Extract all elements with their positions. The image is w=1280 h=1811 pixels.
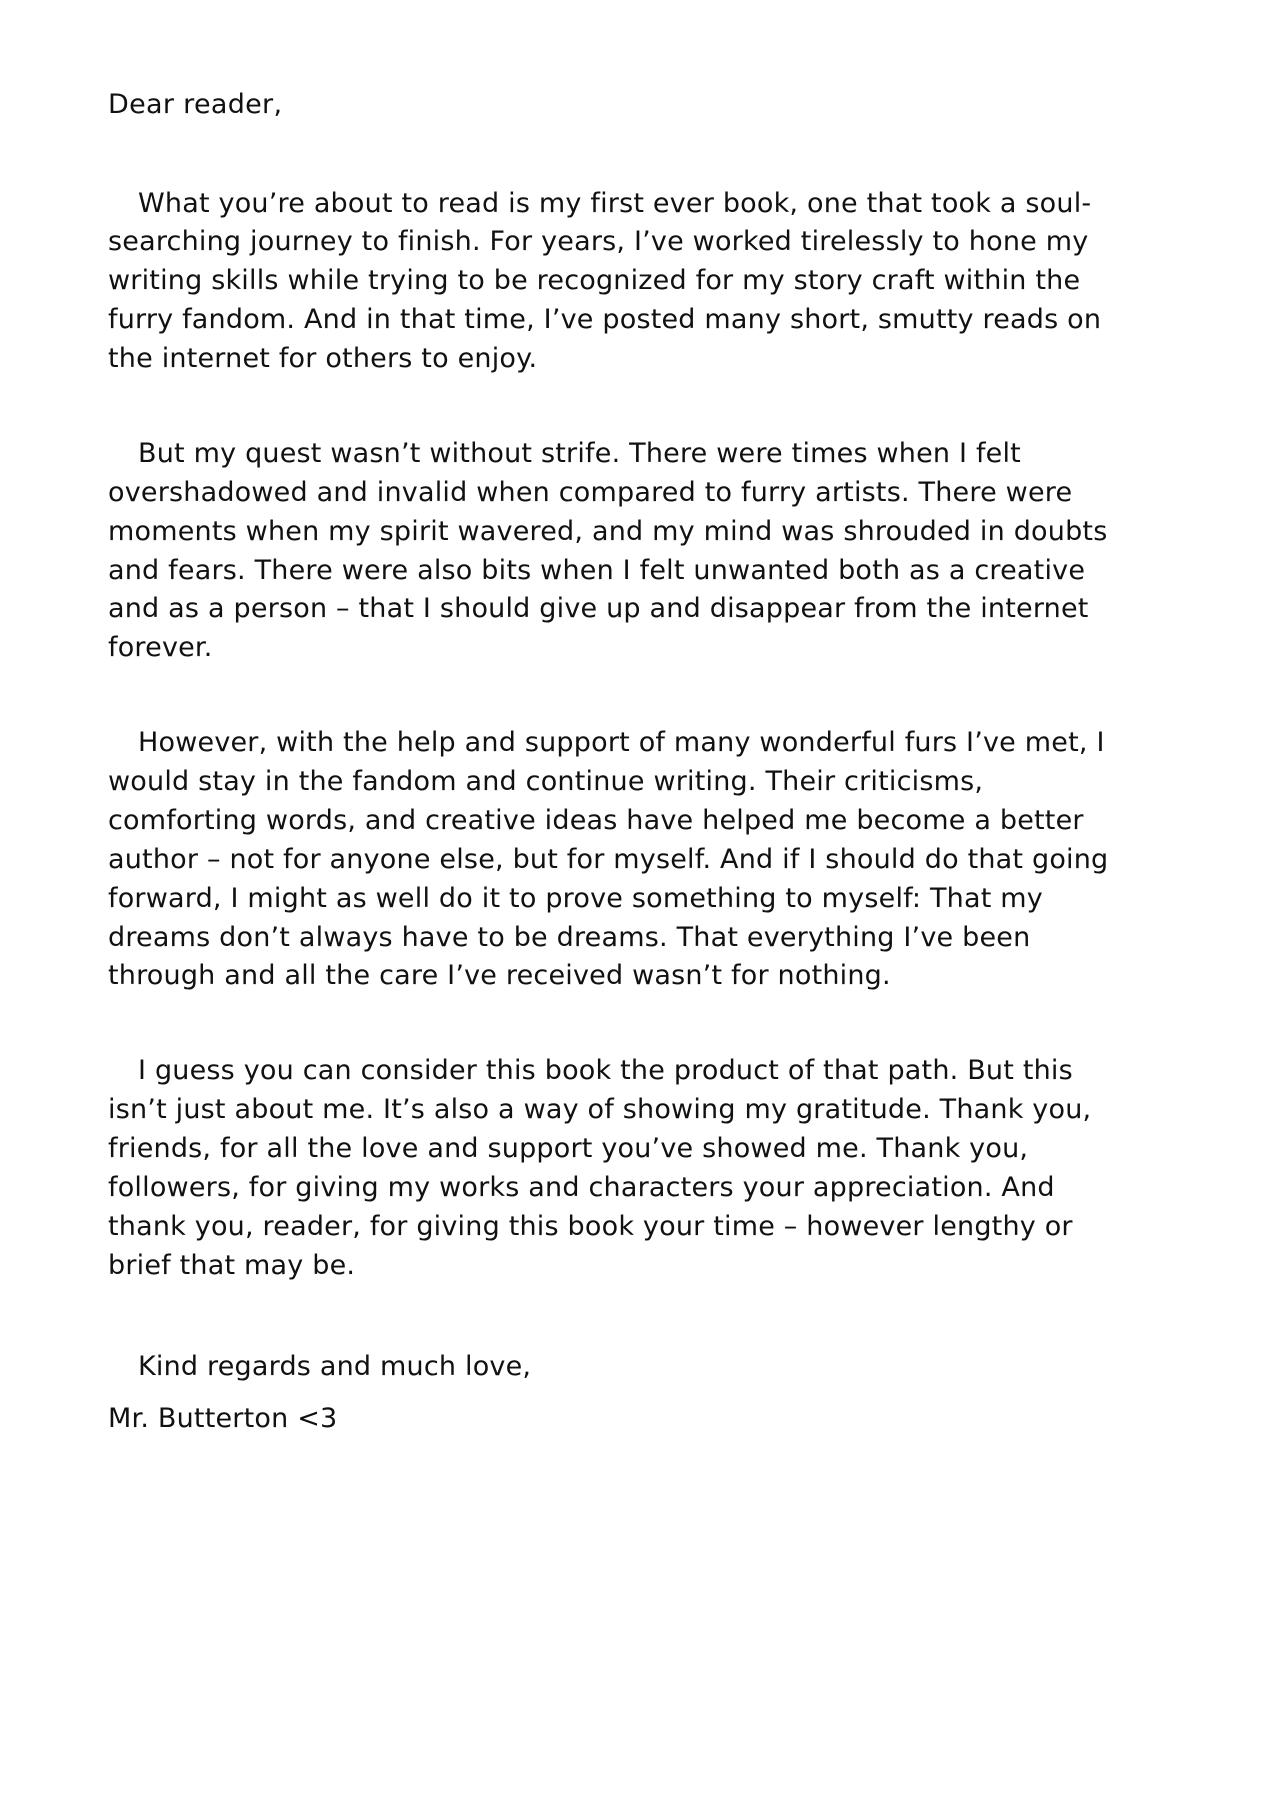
letter-signature: Mr. Butterton <3	[108, 1403, 338, 1435]
letter-body	[108, 88, 1120, 1439]
letter-paragraph-4: I guess you can consider this book the product of that path. But this isn’t just about me. It’s also a way of showing my gratitude. Thank you, friends, for all the love and support you’ve showed me. Thank you, followers, for giving my works and characters your appreciation. And thank you, reader, for giving this book your time – however lengthy or brief that may be.	[108, 1055, 1092, 1281]
letter-signoff: Kind regards and much love,	[138, 1350, 532, 1382]
spacer	[108, 379, 1120, 435]
letter-paragraph-3: However, with the help and support of many wonderful furs I’ve met, I would stay in the fandom and continue writing. Their criticisms, comforting words, and creative ideas have helped me become a better author – not for anyone else, but for myself. And if I should do that going forward, I might as well do it to prove something to myself: That my dreams don’t always have to be dreams. That everything I’ve been through and all the care I’ve received wasn’t for nothing.	[108, 727, 1109, 992]
spacer	[108, 1286, 1120, 1348]
spacer	[108, 668, 1120, 724]
spacer	[108, 123, 1120, 185]
letter-paragraph-2: But my quest wasn’t without strife. There were times when I felt overshadowed and invalid when compared to furry artists. There were moments when my spirit wavered, and my mind was shrouded in doubts and fears. There were also bits when I felt unwanted both as a creative and as a person – that I should give up and disappear from the internet forever.	[108, 437, 1108, 664]
letter-salutation: Dear reader,	[108, 89, 283, 120]
letter-paragraph-1: What you’re about to read is my first ever book, one that took a soul-searching journey to finish. For years, I’ve worked tirelessly to hone my writing skills while trying to be recognized for my story craft within the furry fandom. And in that time, I’ve posted many short, smutty reads on the internet for others to enjoy.	[108, 187, 1102, 375]
spacer	[108, 996, 1120, 1052]
